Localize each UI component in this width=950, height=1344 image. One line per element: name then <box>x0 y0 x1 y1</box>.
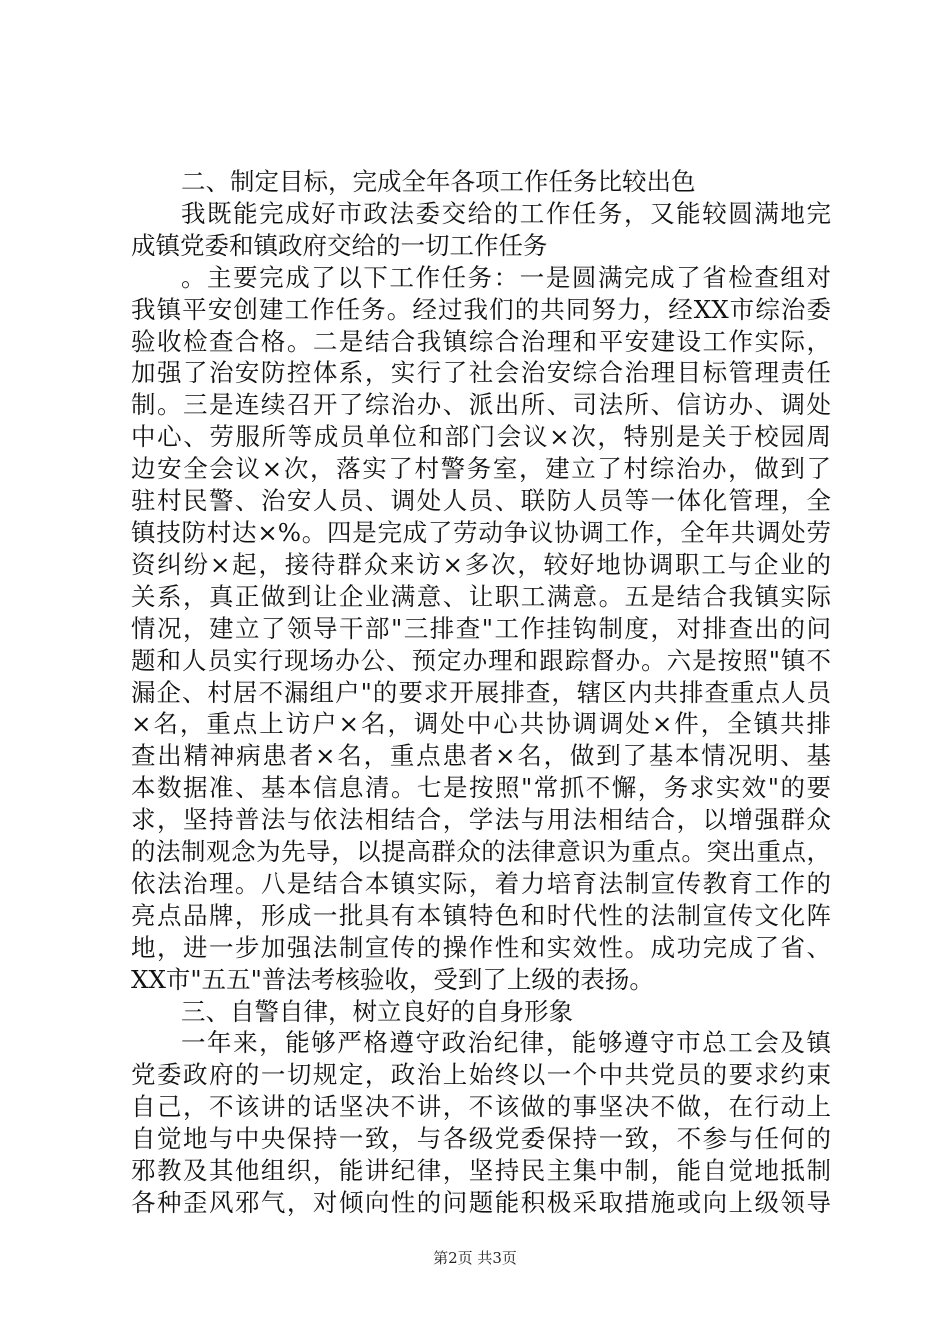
text-line: 亮点品牌，形成一批具有本镇特色和时代性的法制宣传文化阵 <box>131 900 831 930</box>
text-line: 驻村民警、治安人员、调处人员、联防人员等一体化管理，全 <box>131 486 831 516</box>
text-line: 依法治理。八是结合本镇实际，着力培育法制宣传教育工作的 <box>131 868 831 898</box>
text-line: 本数据准、基本信息清。七是按照"常抓不懈，务求实效"的要 <box>131 773 831 803</box>
document-body <box>131 166 831 1219</box>
text-line: 一年来，能够严格遵守政治纪律，能够遵守市总工会及镇 <box>181 1028 831 1058</box>
text-line: 加强了治安防控体系，实行了社会治安综合治理目标管理责任 <box>131 358 831 388</box>
text-line: 党委政府的一切规定，政治上始终以一个中共党员的要求约束 <box>131 1060 831 1090</box>
text-line: 邪教及其他组织，能讲纪律，坚持民主集中制，能自觉地抵制 <box>131 1156 831 1186</box>
text-line: 漏企、村居不漏组户"的要求开展排查，辖区内共排查重点人员 <box>131 677 831 707</box>
text-line: ×名，重点上访户×名，调处中心共协调调处×件，全镇共排 <box>131 709 831 739</box>
text-line: XX市"五五"普法考核验收，受到了上级的表扬。 <box>131 964 654 994</box>
text-line: 题和人员实行现场办公、预定办理和跟踪督办。六是按照"镇不 <box>131 645 831 675</box>
text-line: 查出精神病患者×名，重点患者×名，做到了基本情况明、基 <box>131 741 831 771</box>
text-line: 情况，建立了领导干部"三排查"工作挂钩制度，对排查出的问 <box>131 613 831 643</box>
text-line: 三、自警自律，树立良好的自身形象 <box>181 996 573 1026</box>
text-line: 二、制定目标，完成全年各项工作任务比较出色 <box>181 167 696 196</box>
text-line: 我既能完成好市政法委交给的工作任务，又能较圆满地完 <box>181 198 831 228</box>
text-line: 成镇党委和镇政府交给的一切工作任务 <box>131 230 548 260</box>
page-footer: 第2页 共3页 <box>433 1249 517 1267</box>
text-line: 自己，不该讲的话坚决不讲，不该做的事坚决不做，在行动上 <box>131 1092 831 1122</box>
text-line: 我镇平安创建工作任务。经过我们的共同努力，经XX市综治委 <box>131 294 831 324</box>
text-line: 自觉地与中央保持一致，与各级党委保持一致，不参与任何的 <box>131 1124 831 1154</box>
text-line: 地，进一步加强法制宣传的操作性和实效性。成功完成了省、 <box>131 932 831 962</box>
text-line: 关系，真正做到让企业满意、让职工满意。五是结合我镇实际 <box>131 581 831 611</box>
text-line: 中心、劳服所等成员单位和部门会议×次，特别是关于校园周 <box>131 422 831 452</box>
text-line: 各种歪风邪气，对倾向性的问题能积极采取措施或向上级领导 <box>131 1188 831 1217</box>
text-line: 求，坚持普法与依法相结合，学法与用法相结合，以增强群众 <box>131 805 831 835</box>
text-line: 镇技防村达×%。四是完成了劳动争议协调工作，全年共调处劳 <box>131 517 831 547</box>
text-line: 验收检查合格。二是结合我镇综合治理和平安建设工作实际， <box>131 326 831 356</box>
text-line: 的法制观念为先导，以提高群众的法律意识为重点。突出重点， <box>131 837 831 867</box>
text-line: 制。三是连续召开了综治办、派出所、司法所、信访办、调处 <box>131 390 831 420</box>
text-line: 资纠纷×起，接待群众来访×多次，较好地协调职工与企业的 <box>131 549 831 579</box>
text-line: 。主要完成了以下工作任务：一是圆满完成了省检查组对 <box>181 262 831 292</box>
text-line: 边安全会议×次，落实了村警务室，建立了村综治办，做到了 <box>131 454 831 484</box>
